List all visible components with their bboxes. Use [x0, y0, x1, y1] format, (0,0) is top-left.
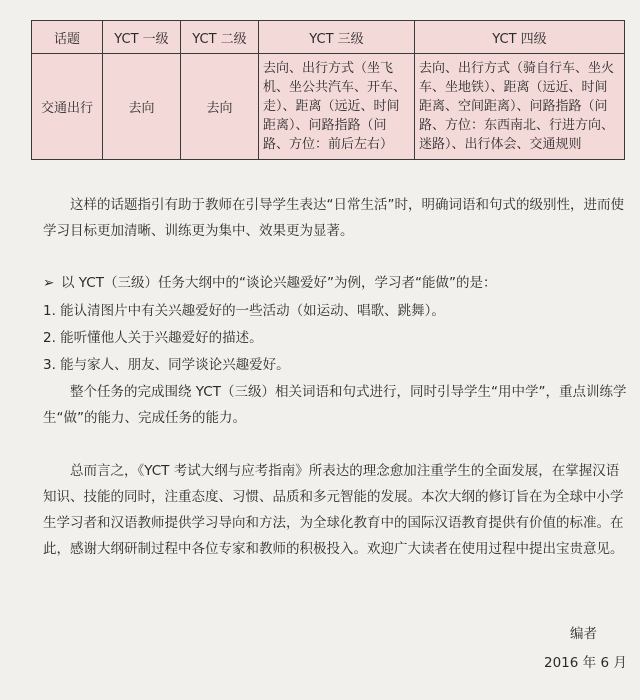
arrow-bullet-icon: ➢	[43, 275, 55, 291]
task-item-1: 1. 能认清图片中有关兴趣爱好的一些活动（如运动、唱歌、跳舞）。	[43, 303, 445, 319]
cell-level-1: 去向	[103, 54, 181, 160]
cell-level-3: 去向、出行方式（坐飞机、坐公共汽车、开车、走）、距离（远近、时间距离）、问路指路（问路、方位：前后左右）	[259, 54, 415, 160]
cell-level-4: 去向、出行方式（骑自行车、坐火车、坐地铁）、距离（远近、时间距离、空间距离）、问路指路（问路、方位：东西南北、行进方向、迷路）、出行体会、交通规则	[415, 54, 625, 160]
task-intro-text: 以 YCT（三级）任务大纲中的“谈论兴趣爱好”为例，学习者“能做”的是：	[61, 275, 497, 291]
header-topic: 话题	[32, 21, 103, 54]
paragraph-topic-guidance: 这样的话题指引有助于教师在引导学生表达“日常生活”时，明确词语和句式的级别性，进而使学习目标更加清晰、训练更为集中、效果更为显著。	[43, 197, 624, 239]
task-intro	[43, 270, 628, 296]
header-yct-level-2: YCT 二级	[181, 21, 259, 54]
header-yct-level-3: YCT 三级	[259, 21, 415, 54]
yct-level-table	[31, 20, 625, 160]
table-row	[32, 54, 625, 160]
header-yct-level-4: YCT 四级	[415, 21, 625, 54]
task-item-3: 3. 能与家人、朋友、同学谈论兴趣爱好。	[43, 357, 290, 373]
paragraph-task-summary: 整个任务的完成围绕 YCT（三级）相关词语和句式进行，同时引导学生“用中学”，重点训练学生“做”的能力、完成任务的能力。	[43, 384, 627, 426]
signature-date: 2016 年 6 月	[544, 655, 627, 671]
paragraph-conclusion: 总而言之，《YCT 考试大纲与应考指南》所表达的理念愈加注重学生的全面发展，在掌握汉语知识、技能的同时，注重态度、习惯、品质和多元智能的发展。本次大纲的修订旨在为全球中小学生学习者和汉语教师提供学习导向和方法，为全球化教育中的国际汉语教育提供有价值的标准。在此，感谢大纲研制过程中各位专家和教师的积极投入。欢迎广大读者在使用过程中提出宝贵意见。	[43, 463, 624, 557]
header-yct-level-1: YCT 一级	[103, 21, 181, 54]
signature-editor: 编者	[570, 626, 597, 642]
task-item-2: 2. 能听懂他人关于兴趣爱好的描述。	[43, 330, 263, 346]
table-header-row	[32, 21, 625, 54]
cell-level-2: 去向	[181, 54, 259, 160]
cell-topic: 交通出行	[32, 54, 103, 160]
